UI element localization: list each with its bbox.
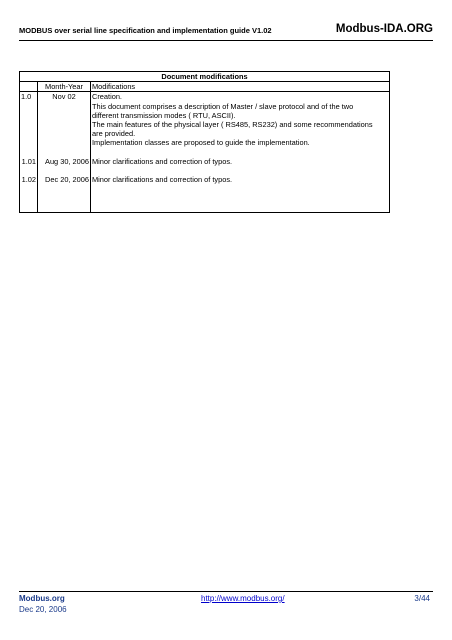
modification-line: This document comprises a description of Master / slave protocol and of the two — [92, 101, 354, 111]
date-cell: Nov 02 — [38, 92, 91, 148]
modification-line: Minor clarifications and correction of typos. — [92, 174, 233, 184]
modifications-cell — [91, 175, 390, 184]
column-header-month-year: Month-Year — [38, 82, 91, 92]
modification-line: Creation. — [92, 92, 122, 102]
modifications-cell — [91, 92, 390, 148]
column-header-version — [20, 82, 38, 92]
modification-line: Minor clarifications and correction of typos. — [92, 156, 233, 166]
modification-line: Implementation classes are proposed to guide the implementation. — [92, 138, 310, 148]
footer-date: Dec 20, 2006 — [19, 605, 67, 614]
brand-logo-text: Modbus-IDA.ORG — [335, 23, 433, 35]
column-header-modifications: Modifications — [91, 82, 390, 92]
footer-org: Modbus.org — [19, 594, 65, 603]
date-cell: Aug 30, 2006 — [38, 157, 91, 166]
footer-url-link[interactable]: http://www.modbus.org/ — [201, 594, 285, 603]
modification-line: are provided. — [92, 129, 136, 139]
modification-line: The main features of the physical layer ( RS485, RS232) and some recommendations — [92, 120, 373, 130]
table-row — [20, 175, 390, 184]
version-cell: 1.0 — [20, 92, 38, 148]
version-cell: 1.01 — [20, 157, 38, 166]
modification-line: different transmission modes ( RTU, ASCII). — [92, 110, 236, 120]
modifications-cell — [91, 157, 390, 166]
table-row — [20, 92, 390, 148]
header-divider — [19, 40, 433, 41]
version-cell: 1.02 — [20, 175, 38, 184]
document-modifications-table — [19, 71, 390, 213]
document-header-title: MODBUS over serial line specification and implementation guide V1.02 — [19, 26, 272, 35]
date-cell: Dec 20, 2006 — [38, 175, 91, 184]
table-row — [20, 157, 390, 166]
table-caption: Document modifications — [20, 72, 390, 82]
footer-divider — [19, 591, 433, 592]
page-number: 3/44 — [414, 594, 430, 603]
